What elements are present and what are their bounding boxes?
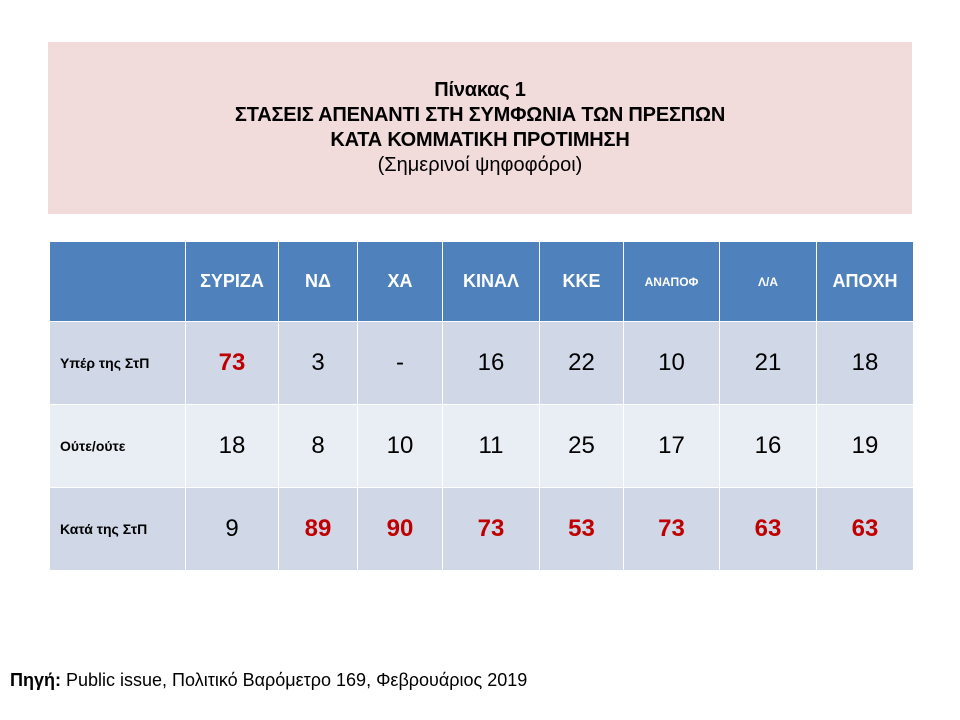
table-cell: 19: [817, 405, 914, 488]
table-cell: -: [358, 322, 443, 405]
source-text: Public issue, Πολιτικό Βαρόμετρο 169, Φεβρουάριος 2019: [61, 670, 528, 690]
table-title-subline: ΚΑΤΑ ΚΟΜΜΑΤΙΚΗ ΠΡΟΤΙΜΗΣΗ: [330, 129, 630, 151]
table-cell: 18: [186, 405, 279, 488]
table-number: Πίνακας 1: [434, 79, 526, 101]
source-label: Πηγή:: [10, 670, 61, 690]
table-cell: 9: [186, 488, 279, 571]
column-header: ΑΠΟΧΗ: [817, 242, 914, 322]
column-header: ΧΑ: [358, 242, 443, 322]
table-row: [50, 322, 914, 405]
table-cell: 90: [358, 488, 443, 571]
table-cell: 21: [720, 322, 817, 405]
table-cell: 73: [443, 488, 540, 571]
row-label: Ούτε/ούτε: [50, 405, 186, 488]
title-box: [48, 42, 912, 214]
column-header: ΣΥΡΙΖΑ: [186, 242, 279, 322]
table-cell: 10: [358, 405, 443, 488]
table-cell: 10: [624, 322, 720, 405]
column-header: ΝΔ: [279, 242, 358, 322]
source-note: [10, 670, 527, 691]
row-label: Κατά της ΣτΠ: [50, 488, 186, 571]
table-cell: 18: [817, 322, 914, 405]
table-title: ΣΤΑΣΕΙΣ ΑΠΕΝΑΝΤΙ ΣΤΗ ΣΥΜΦΩΝΙΑ ΤΩΝ ΠΡΕΣΠΩΝ: [234, 104, 726, 126]
table-cell: 3: [279, 322, 358, 405]
header-row: [50, 242, 914, 322]
table-subtitle: (Σημερινοί ψηφοφόροι): [377, 154, 583, 176]
table-cell: 11: [443, 405, 540, 488]
results-table: [49, 241, 914, 571]
table-cell: 16: [443, 322, 540, 405]
table-cell: 17: [624, 405, 720, 488]
table-cell: 63: [720, 488, 817, 571]
column-header: ΑΝΑΠΟΦ: [624, 242, 720, 322]
table-cell: 73: [186, 322, 279, 405]
table-cell: 8: [279, 405, 358, 488]
table-cell: 16: [720, 405, 817, 488]
table-cell: 63: [817, 488, 914, 571]
row-label: Υπέρ της ΣτΠ: [50, 322, 186, 405]
table-cell: 25: [540, 405, 624, 488]
table-cell: 22: [540, 322, 624, 405]
column-header: Λ/Α: [720, 242, 817, 322]
table-row: [50, 405, 914, 488]
table-row: [50, 488, 914, 571]
table-cell: 89: [279, 488, 358, 571]
table-cell: 73: [624, 488, 720, 571]
column-header: ΚΚΕ: [540, 242, 624, 322]
header-corner: [50, 242, 186, 322]
column-header: ΚΙΝΑΛ: [443, 242, 540, 322]
table-cell: 53: [540, 488, 624, 571]
